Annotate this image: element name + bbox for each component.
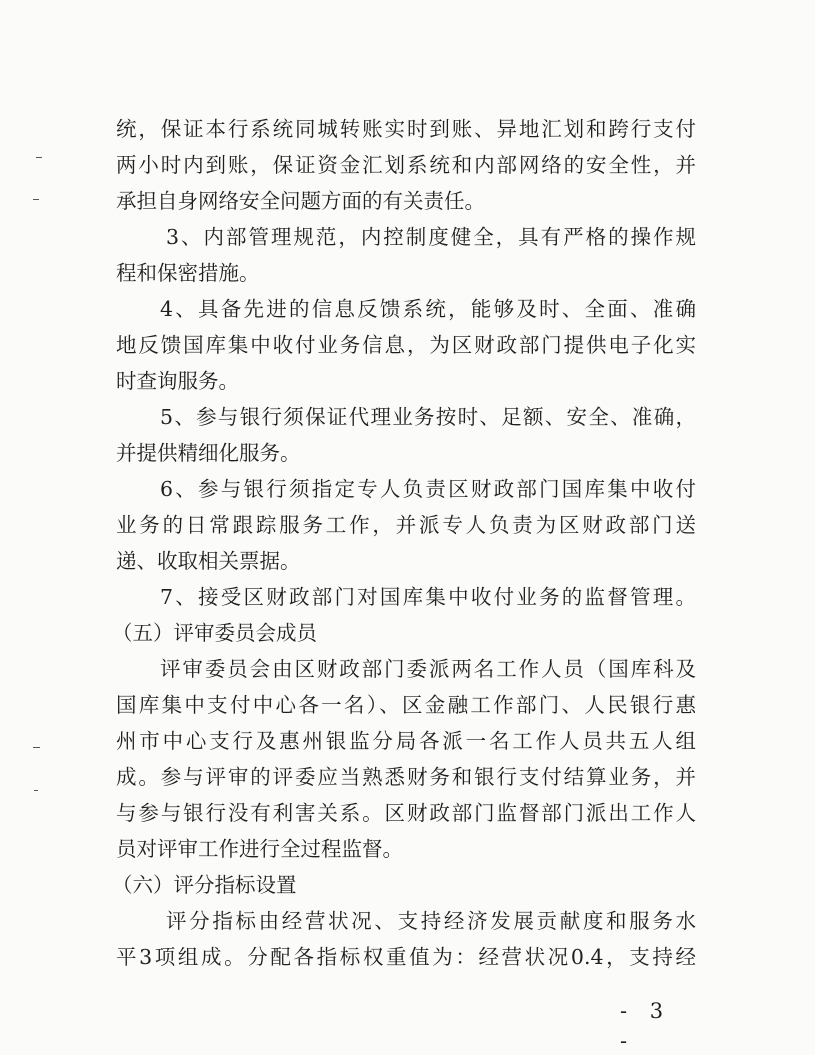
body-text-line: 并提供精细化服务。 — [116, 441, 301, 465]
body-text-line: 承担自身网络安全问题方面的有关责任。 — [116, 189, 485, 213]
body-text-line: 程和保密措施。 — [116, 261, 260, 285]
body-text-line: 6、参与银行须指定专人负责区财政部门国库集中收付 — [160, 477, 696, 501]
body-text-line: 成。参与评审的评委应当熟悉财务和银行支付结算业务，并 — [116, 765, 696, 789]
body-text-line: 4、具备先进的信息反馈系统，能够及时、全面、准确 — [160, 297, 696, 321]
body-text-line: 递、收取相关票据。 — [116, 549, 301, 573]
body-text-line: 7、接受区财政部门对国库集中收付业务的监督管理。 — [160, 585, 696, 609]
body-text-line: 平3项组成。分配各指标权重值为：经营状况0.4，支持经 — [116, 945, 696, 969]
section-heading: （五）评审委员会成员 — [112, 621, 317, 645]
page-number: - 3 - — [620, 999, 672, 1053]
body-text-line: 与参与银行没有利害关系。区财政部门监督部门派出工作人 — [116, 801, 696, 825]
body-text-line: 两小时内到账，保证资金汇划系统和内部网络的安全性，并 — [116, 153, 696, 177]
section-heading: （六）评分指标设置 — [112, 873, 297, 897]
body-text-line: 统，保证本行系统同城转账实时到账、异地汇划和跨行支付 — [116, 117, 696, 141]
scan-mark — [36, 157, 42, 158]
body-text-line: 评分指标由经营状况、支持经济发展贡献度和服务水 — [166, 909, 696, 933]
body-text-line: 业务的日常跟踪服务工作，并派专人负责为区财政部门送 — [116, 513, 696, 537]
body-text-line: 5、参与银行须保证代理业务按时、足额、安全、准确， — [160, 405, 696, 429]
body-text-line: 3、内部管理规范，内控制度健全，具有严格的操作规 — [166, 225, 696, 249]
body-text-line: 地反馈国库集中收付业务信息，为区财政部门提供电子化实 — [116, 333, 696, 357]
body-text-line: 国库集中支付中心各一名）、区金融工作部门、人民银行惠 — [116, 693, 696, 717]
scan-mark — [34, 790, 38, 791]
body-text-line: 评审委员会由区财政部门委派两名工作人员（国库科及 — [160, 657, 696, 681]
body-text-line: 时查询服务。 — [116, 369, 239, 393]
scan-mark — [33, 199, 39, 200]
body-text-line: 州市中心支行及惠州银监分局各派一名工作人员共五人组 — [116, 729, 696, 753]
scan-mark — [33, 747, 40, 748]
body-text-line: 员对评审工作进行全过程监督。 — [116, 837, 403, 861]
